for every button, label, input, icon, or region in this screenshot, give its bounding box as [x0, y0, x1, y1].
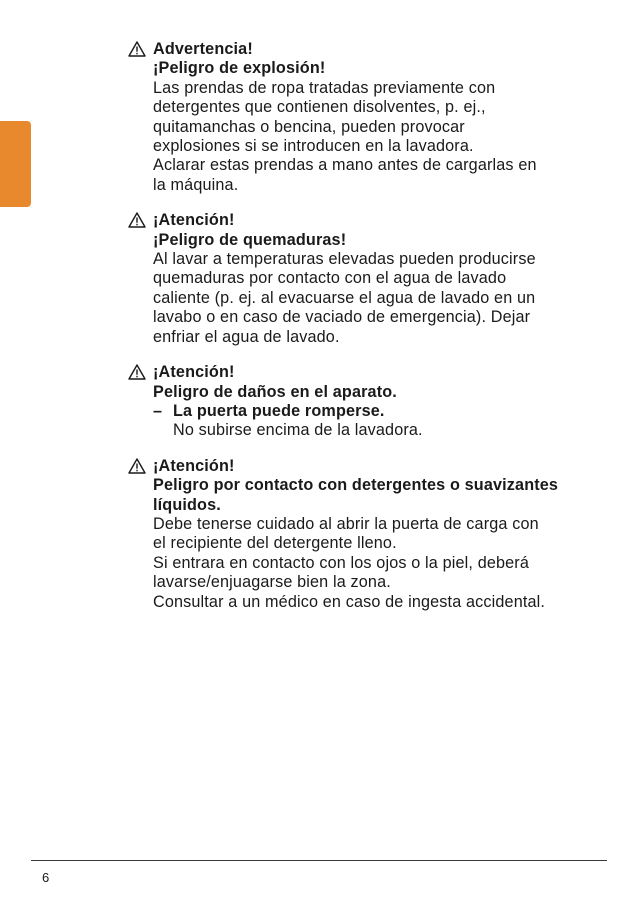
warning-line: enfriar el agua de lavado.: [153, 327, 340, 346]
warning-triangle-icon: [128, 212, 146, 228]
warning-block-burns: [124, 211, 610, 347]
warning-line: explosiones si se introducen en la lavadora.: [153, 137, 474, 156]
page-number: 6: [42, 870, 50, 885]
warning-block-appliance-damage: [124, 363, 610, 441]
warning-line: Aclarar estas prendas a mano antes de cargarlas en: [153, 156, 537, 175]
warning-text: [153, 457, 610, 612]
warning-block-detergents: [124, 457, 610, 612]
warning-subheading: líquidos.: [153, 495, 221, 514]
dash-bullet: –: [153, 401, 163, 420]
warning-line: Al lavar a temperaturas elevadas pueden producirse: [153, 250, 536, 269]
dash-item-text: No subirse encima de la lavadora.: [173, 421, 423, 440]
warning-line: el recipiente del detergente lleno.: [153, 534, 397, 553]
warning-block-explosion: [124, 40, 610, 195]
safety-warnings: [124, 40, 610, 628]
warning-line: lavabo o en caso de vaciado de emergencia). Dejar: [153, 308, 531, 327]
warning-subheading: Peligro por contacto con detergentes o suavizantes: [153, 476, 559, 495]
warning-line: detergentes que contienen disolventes, p. ej.,: [153, 98, 486, 117]
warning-subheading: Peligro de daños en el aparato.: [153, 382, 397, 401]
warning-subheading: ¡Peligro de quemaduras!: [153, 230, 347, 249]
chapter-tab: [0, 121, 31, 207]
warning-text: [153, 363, 610, 441]
warning-line: Si entrara en contacto con los ojos o la piel, deberá: [153, 553, 529, 572]
warning-line: lavarse/enjuagarse bien la zona.: [153, 573, 391, 592]
warning-heading: ¡Atención!: [153, 211, 235, 230]
warning-line: quemaduras por contacto con el agua de lavado: [153, 269, 507, 288]
warning-heading: ¡Atención!: [153, 456, 235, 475]
dash-list-item: [153, 402, 610, 421]
warning-triangle-icon: [128, 364, 146, 380]
warning-line: Consultar a un médico en caso de ingesta accidental.: [153, 592, 546, 611]
warning-triangle-icon: [128, 41, 146, 57]
warning-line: Las prendas de ropa tratadas previamente con: [153, 78, 496, 97]
warning-text: [153, 211, 610, 347]
warning-line: caliente (p. ej. al evacuarse el agua de lavado en un: [153, 288, 536, 307]
warning-triangle-icon: [128, 458, 146, 474]
warning-heading: ¡Atención!: [153, 363, 235, 382]
warning-text: [153, 40, 610, 195]
warning-heading: Advertencia!: [153, 40, 253, 58]
warning-subheading: ¡Peligro de explosión!: [153, 59, 326, 78]
warning-line: la máquina.: [153, 175, 239, 194]
dash-item-bold: La puerta puede romperse.: [173, 401, 385, 420]
warning-line: Debe tenerse cuidado al abrir la puerta de carga con: [153, 514, 539, 533]
footer-rule: [31, 860, 607, 861]
warning-line: quitamanchas o bencina, pueden provocar: [153, 117, 465, 136]
